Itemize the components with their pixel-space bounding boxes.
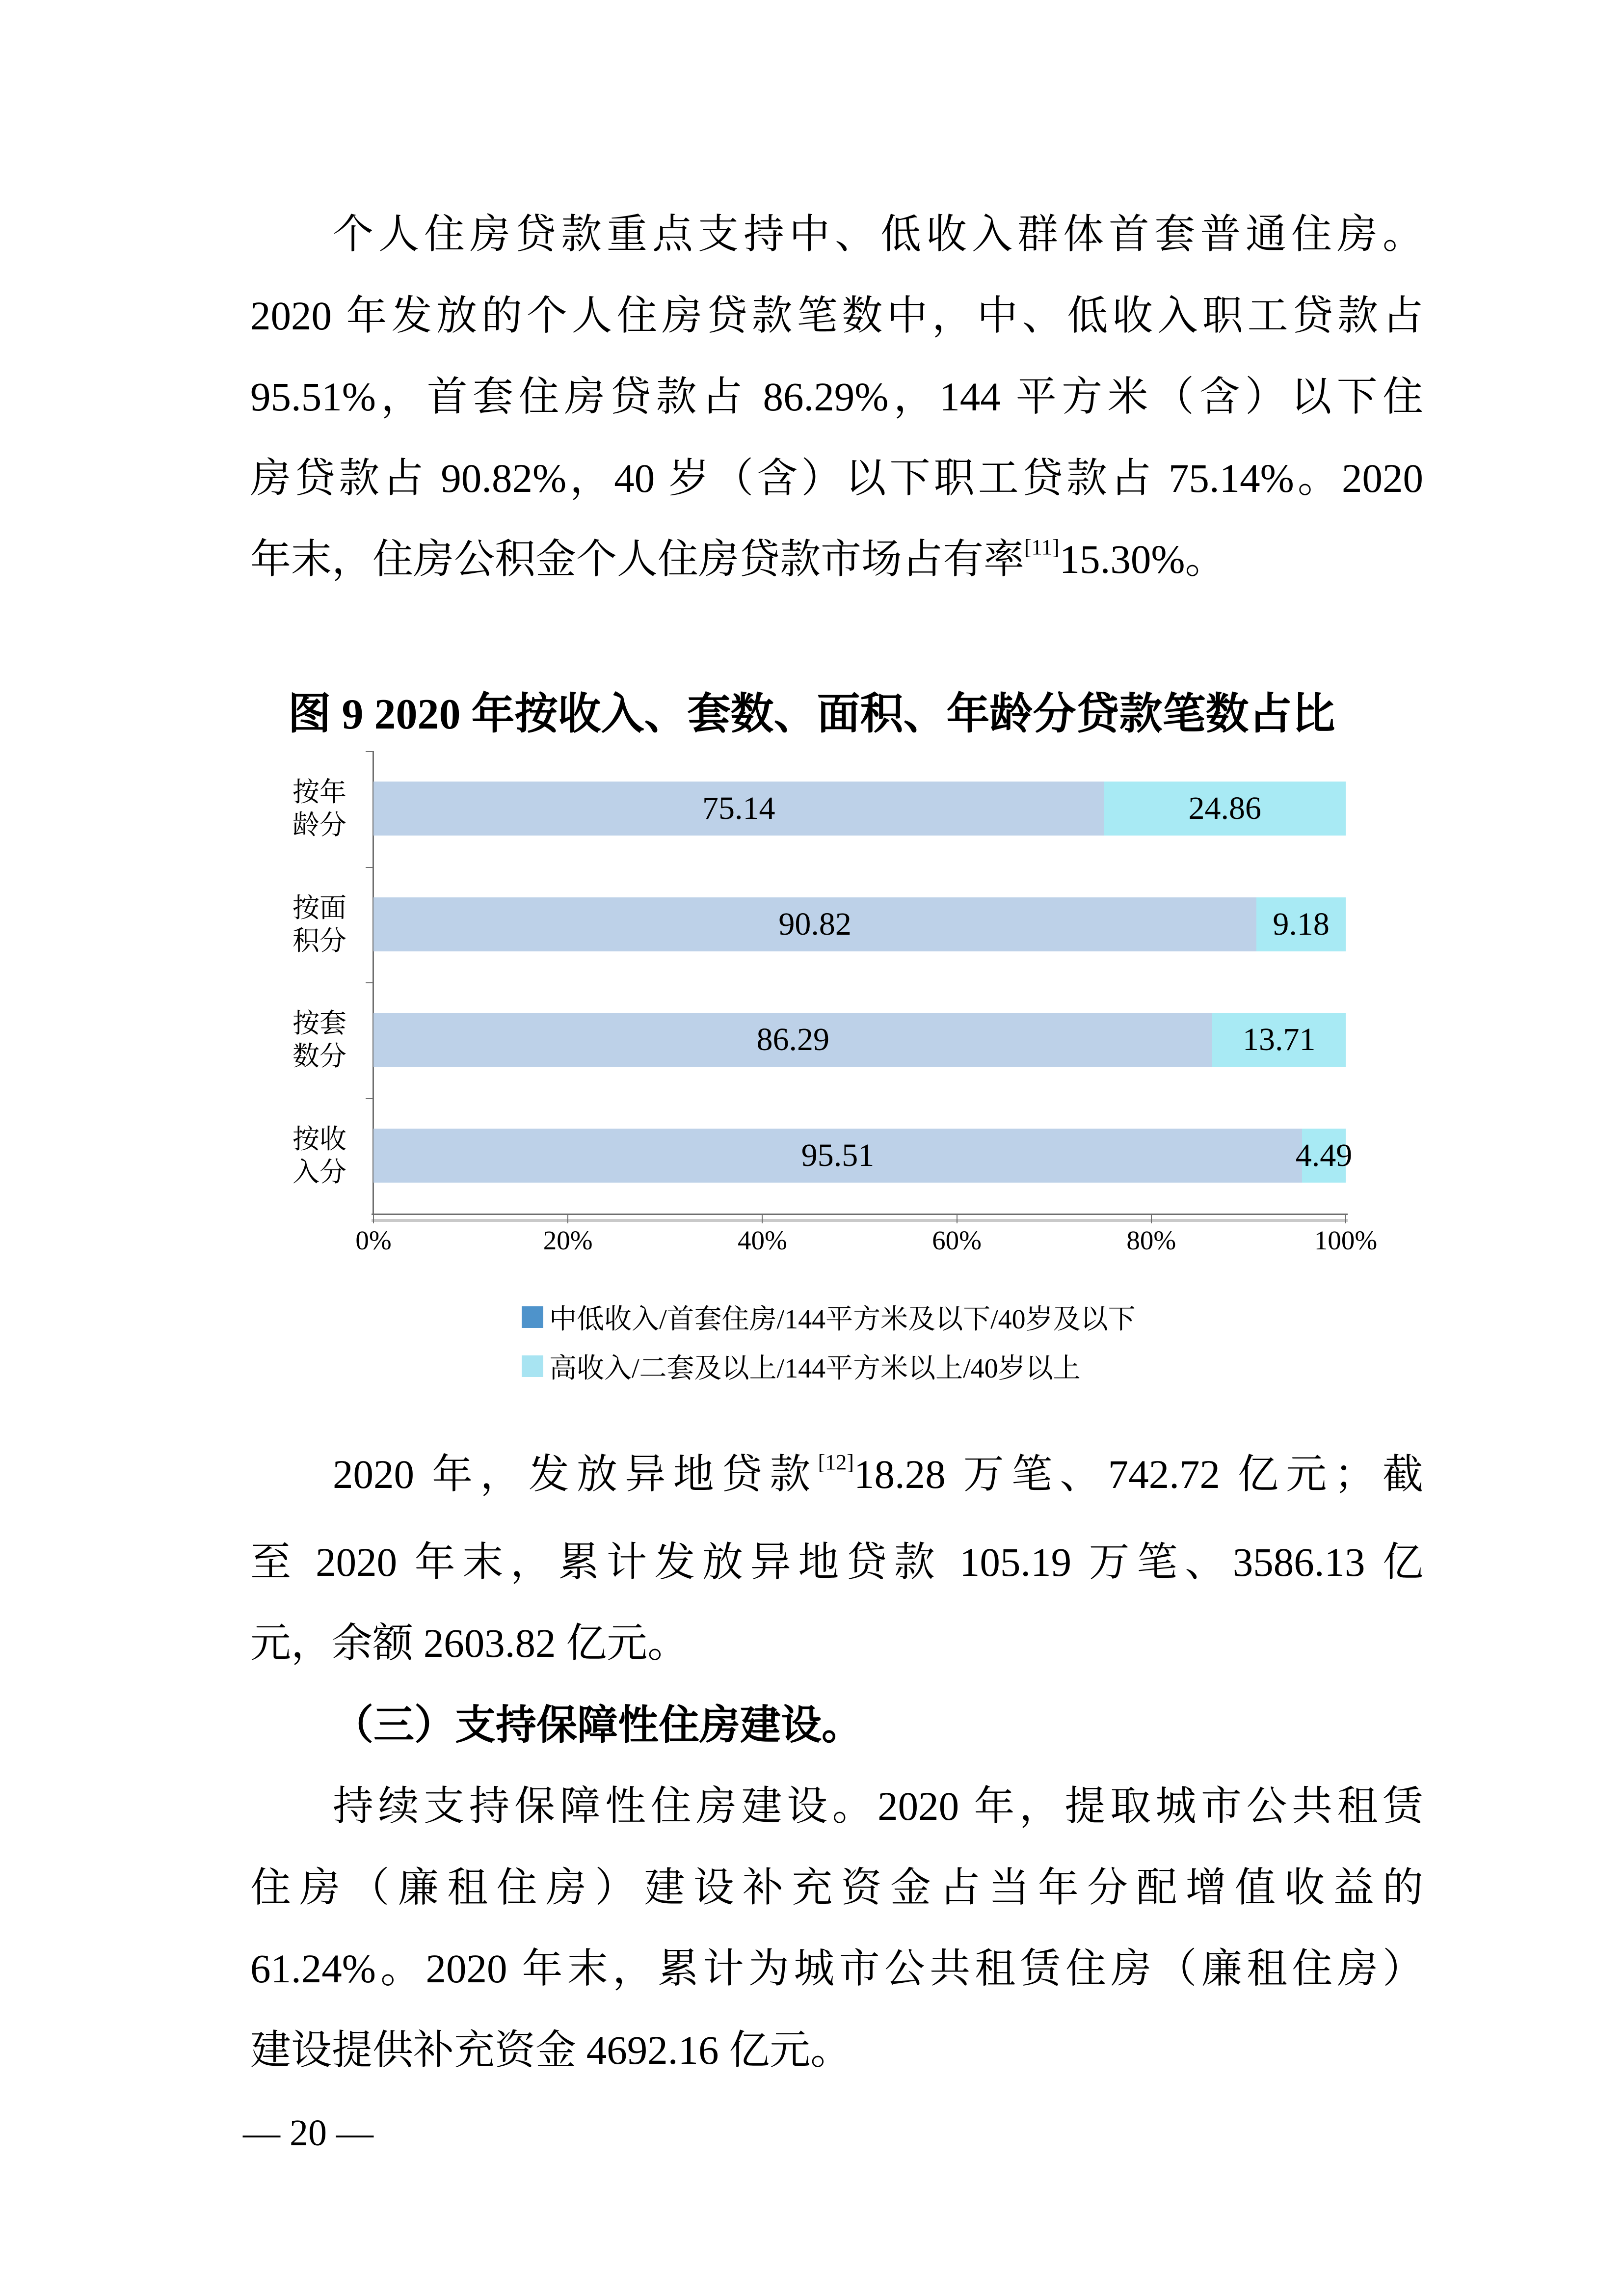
- paragraph-2-line-1-text: 2020 年，发放异地贷款: [333, 1452, 818, 1497]
- x-axis-shadow-line: [372, 1219, 1348, 1222]
- x-tick-label: 100%: [1314, 1225, 1378, 1255]
- y-axis-tick: [366, 982, 373, 983]
- bar-segment-series2: [1295, 1129, 1353, 1183]
- paragraph-2-line-1-value: 18.28 万笔、742.72 亿元；截: [853, 1452, 1424, 1497]
- paragraph-2-line-2: 至 2020 年末，累计发放异地贷款 105.19 万笔、3586.13 亿: [250, 1539, 1423, 1585]
- paragraph-2: [250, 1434, 1423, 1684]
- data-label-series1: 90.82: [778, 906, 851, 942]
- x-axis-tick: [1345, 1214, 1346, 1223]
- x-tick-label: 80%: [1126, 1225, 1176, 1255]
- x-tick-label: 0%: [355, 1225, 392, 1255]
- data-label-series2: 13.71: [1242, 1022, 1316, 1057]
- paragraph-3-line-4: 建设提供补充资金 4692.16 亿元。: [250, 2027, 851, 2073]
- paragraph-1-line-2: 2020 年发放的个人住房贷款笔数中，中、低收入职工贷款占: [250, 293, 1423, 338]
- x-axis-tick: [373, 1214, 374, 1223]
- chart-legend: [522, 1296, 1136, 1387]
- y-axis-tick: [366, 1098, 373, 1099]
- category-label-2: 按面 积分: [292, 892, 346, 956]
- x-axis-tick: [1151, 1214, 1152, 1223]
- paragraph-1-line-5-text: 年末，住房公积金个人住房贷款市场占有率: [250, 537, 1024, 582]
- x-tick-label: 60%: [932, 1225, 982, 1255]
- category-label-4: 按收 入分: [292, 1124, 346, 1187]
- figure-9-chart-plot-area: [292, 751, 1378, 1255]
- x-tick-label: 20%: [543, 1225, 593, 1255]
- paragraph-1-line-5-value: 15.30%。: [1059, 537, 1226, 582]
- bar-row-2: [373, 897, 1346, 951]
- data-label-series1: 95.51: [801, 1137, 875, 1173]
- data-label-series1: 86.29: [756, 1022, 829, 1057]
- data-label-series2: 24.86: [1188, 790, 1261, 826]
- bar-segment-series2: [1256, 897, 1346, 951]
- paragraph-3-line-3: 61.24%。2020 年末，累计为城市公共租赁住房（廉租住房）: [250, 1946, 1423, 1991]
- bar-segment-series2: [1212, 1013, 1346, 1067]
- x-axis-tick: [567, 1214, 568, 1223]
- paragraph-3-line-2: 住房（廉租住房）建设补充资金占当年分配增值收益的: [250, 1864, 1423, 1910]
- bar-segment-series1: [373, 782, 1104, 836]
- data-label-series2: 9.18: [1273, 906, 1330, 942]
- bar-segment-series2: [1104, 782, 1346, 836]
- paragraph-1-line-5: [250, 519, 1423, 607]
- paragraph-3: [250, 1766, 1423, 2091]
- bar-segment-series1: [373, 897, 1256, 951]
- legend-swatch-series2: [522, 1355, 543, 1377]
- section-heading: （三）支持保障性住房建设。: [333, 1702, 862, 1748]
- bar-row-1: [373, 782, 1346, 836]
- x-tick-label: 40%: [737, 1225, 787, 1255]
- bar-segment-series1: [373, 1013, 1212, 1067]
- bar-row-4: [373, 1129, 1353, 1183]
- y-axis-tick: [366, 751, 373, 752]
- data-label-series1: 75.14: [702, 790, 775, 826]
- footnote-ref-12: [12]: [818, 1450, 854, 1474]
- paragraph-1: [250, 194, 1423, 607]
- paragraph-2-line-3: 元，余额 2603.82 亿元。: [250, 1621, 689, 1666]
- legend-swatch-series1: [522, 1306, 543, 1328]
- paragraph-1-line-3: 95.51%，首套住房贷款占 86.29%，144 平方米（含）以下住: [250, 374, 1423, 419]
- legend-label-series2: 高收入/二套及以上/144平方米以上/40岁以上: [549, 1353, 1081, 1384]
- bar-row-3: [373, 1013, 1346, 1067]
- category-label-3: 按套 数分: [292, 1008, 346, 1071]
- paragraph-3-line-1: 持续支持保障性住房建设。2020 年，提取城市公共租赁: [333, 1783, 1423, 1829]
- paragraph-1-line-1: 个人住房贷款重点支持中、低收入群体首套普通住房。: [333, 212, 1423, 257]
- paragraph-2-line-1: [250, 1434, 1423, 1522]
- legend-item-1: [522, 1296, 1136, 1338]
- legend-item-2: [522, 1345, 1136, 1387]
- category-label-1: 按年 龄分: [292, 777, 346, 840]
- paragraph-1-line-4: 房贷款占 90.82%，40 岁（含）以下职工贷款占 75.14%。2020: [250, 455, 1423, 501]
- x-axis-tick: [762, 1214, 763, 1223]
- footnote-ref-11: [11]: [1024, 535, 1060, 559]
- x-axis-line: [372, 1214, 1348, 1215]
- page-number: — 20 —: [243, 2112, 373, 2154]
- bar-segment-series1: [373, 1129, 1302, 1183]
- data-label-series2: 4.49: [1295, 1137, 1353, 1173]
- legend-label-series1: 中低收入/首套住房/144平方米及以下/40岁及以下: [549, 1304, 1136, 1335]
- x-axis-tick: [957, 1214, 958, 1223]
- y-axis-tick: [366, 867, 373, 868]
- chart-title: 图 9 2020 年按收入、套数、面积、年龄分贷款笔数占比: [288, 691, 1335, 738]
